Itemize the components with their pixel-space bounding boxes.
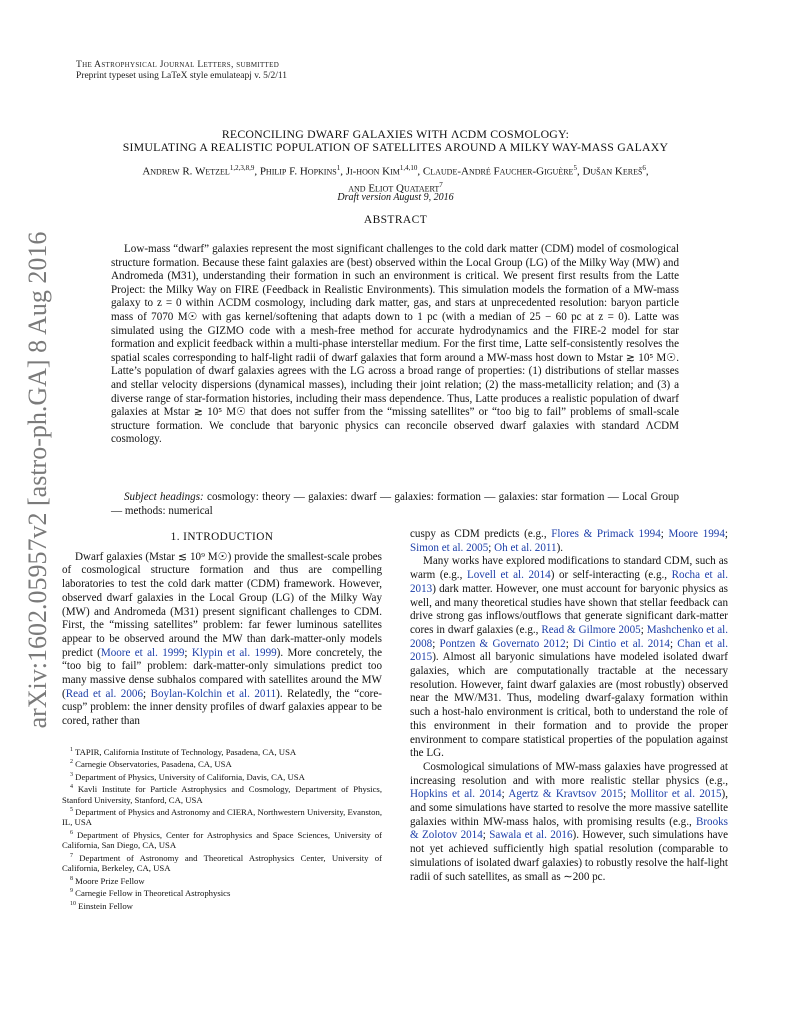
- paper-title: [70, 128, 721, 154]
- author-affiliation-marker: 1: [336, 164, 341, 172]
- footnote-number: 1: [70, 747, 73, 753]
- footnote: [62, 745, 382, 757]
- citation-link[interactable]: Mollitor et al. 2015: [630, 788, 722, 801]
- author-affiliation-marker: 7: [439, 181, 443, 190]
- intro-paragraph-1-continued: cuspy as CDM predicts (e.g., Flores & Primack 1994; Moore 1994; Simon et al. 2005; Oh et al. 2011).: [410, 528, 728, 554]
- footnote: [62, 770, 382, 782]
- author-name: Dušan Kereš: [582, 165, 643, 178]
- subject-headings-label: Subject headings:: [124, 491, 204, 504]
- footnote-number: 7: [70, 852, 73, 859]
- footnote-number: 4: [70, 784, 73, 791]
- citation-link[interactable]: Boylan-Kolchin et al. 2011: [150, 687, 277, 700]
- subject-headings: [111, 491, 679, 518]
- footnote: [62, 757, 382, 769]
- arxiv-stamp-graphic: [12, 200, 62, 760]
- author-conjunction: and: [348, 182, 369, 195]
- citation-link[interactable]: Hopkins et al. 2014: [410, 788, 502, 801]
- draft-version: Draft version August 9, 2016: [337, 192, 454, 203]
- footnote: [62, 828, 382, 851]
- citation-link[interactable]: Pontzen & Governato 2012: [439, 637, 566, 650]
- intro-paragraph-2: Many works have explored modifications to standard CDM, such as warm (e.g., Lovell et al. 2014) or self-interacting (e.g., Rocha et al. 2013) dark matter. However, one must account for baryonic physics as well, and many theoretical studies have shown that stellar feedback can drive strong gas inflows/outflows that generate significant dark-matter cores in dwarf galaxies (e.g., Read & Gilmore 2005; Mashchenko et al. 2008; Pontzen & Governato 2012; Di Cintio et al. 2014; Chan et al. 2015). Almost all baryonic simulations have modeled isolated dwarf galaxies, which are computationally tractable at the necessary resolution. However, faint dwarf galaxies are (most robustly) observed near the MW/M31. Thus, modeling dwarf-galaxy formation within such a host-halo environment is critical, both to understand the role of this environment in their formation and to provide the proper environment to compare statistical properties of the population against the LG.: [410, 555, 729, 760]
- journal-header: [76, 60, 287, 82]
- intro-paragraph-3: Cosmological simulations of MW-mass galaxies have progressed at increasing resolution and with more realistic stellar physics (e.g., Hopkins et al. 2014; Agertz & Kravtsov 2015; Mollitor et al. 2015), and some simulations have started to resolve the more massive satellite galaxies within MW-mass halos, with promising results (e.g., Brooks & Zolotov 2014; Sawala et al. 2016). However, such simulations have not yet achieved sufficiently high spatial resolution (comparable to simulations of isolated dwarf galaxies) to robustly resolve the half-light radii of such satellites, as small as ∼200 pc.: [410, 760, 729, 883]
- subject-headings-text: cosmology: theory — galaxies: dwarf — galaxies: formation — galaxies: star formation — Local Group — methods: numerical: [111, 491, 679, 517]
- citation-link[interactable]: Read & Gilmore 2005: [541, 623, 641, 636]
- footnote-text: Carnegie Fellow in Theoretical Astrophysics: [73, 888, 231, 899]
- citation-link[interactable]: Oh et al. 2011: [494, 541, 557, 554]
- author-name: Philip F. Hopkins: [259, 165, 337, 178]
- citation-link[interactable]: Chan et al. 2015: [410, 637, 729, 664]
- citation-link[interactable]: Klypin et al. 1999: [191, 646, 277, 659]
- footnote-text: Department of Physics, University of California, Davis, CA, USA: [73, 771, 305, 782]
- author-affiliation-marker: 6: [642, 164, 646, 172]
- citation-link[interactable]: Flores & Primack 1994: [551, 528, 661, 540]
- footnote-number: 8: [70, 875, 73, 882]
- citation-link[interactable]: Mashchenko et al. 2008: [410, 623, 729, 650]
- author-list: Andrew R. Wetzel$^{1,2,3,8,9}$, Philip F. Hopkins$^1$, Ji-hoon Kim$^{1,4,10}$, Claude-André Faucher-Giguère$^5$, Dušan Kereš$^6$, and Eliot Quataert$^7$: [142, 164, 649, 195]
- footnote-number: 10: [70, 900, 76, 907]
- citation-link[interactable]: Brooks & Zolotov 2014: [410, 815, 728, 842]
- author-affiliation-marker: 5: [573, 164, 577, 172]
- footnote-text: Department of Astronomy and Theoretical Astrophysics Center, University of California, Berkeley, CA, USA: [62, 852, 382, 874]
- journal-name: The Astrophysical Journal Letters, submitted: [76, 60, 280, 70]
- arxiv-identifier: arXiv:1602.05957v2 [astro-ph.GA] 8 Aug 2016: [23, 231, 52, 729]
- footnote-text: Department of Physics and Astronomy and CIERA, Northwestern University, Evanston, IL, USA: [62, 806, 382, 828]
- footnote-number: 3: [70, 771, 73, 778]
- footnote-text: Kavli Institute for Particle Astrophysics and Cosmology, Department of Physics, Stanford University, Stanford, CA, USA: [62, 784, 382, 805]
- preprint-note: Preprint typeset using LaTeX style emulateapj v. 5/2/11: [76, 71, 288, 81]
- footnote-text: Carnegie Observatories, Pasadena, CA, USA: [73, 759, 232, 770]
- abstract-heading: ABSTRACT: [363, 214, 428, 226]
- title-line-1: RECONCILING DWARF GALAXIES WITH ΛCDM COSMOLOGY:: [221, 127, 570, 141]
- footnote-number: 9: [70, 888, 73, 895]
- citation-link[interactable]: Rocha et al. 2013: [410, 569, 728, 595]
- footnote-number: 5: [70, 807, 73, 814]
- affiliation-footnotes: [62, 745, 382, 911]
- footnote-text: Department of Physics, Center for Astrophysics and Space Sciences, University of California, San Diego, CA, USA: [62, 829, 382, 851]
- footnote: [62, 805, 382, 828]
- citation-link[interactable]: Moore 1994: [668, 528, 725, 540]
- citation-link[interactable]: Simon et al. 2005: [410, 541, 489, 554]
- citation-link[interactable]: Moore et al. 1999: [100, 646, 185, 659]
- citation-link[interactable]: Agertz & Kravtsov 2015: [508, 788, 624, 801]
- author-affiliation-marker: 1,2,3,8,9: [229, 164, 255, 172]
- footnote-text: TAPIR, California Institute of Technology, Pasadena, CA, USA: [73, 746, 297, 757]
- intro-paragraph-1: Dwarf galaxies (Mstar ≲ 10⁹ M☉) provide the smallest-scale probes of cosmological structure formation and thus are compelling laboratories to test the cold dark matter (CDM) framework. However, observed dwarf galaxies in the Local Group (LG) of the Milky Way (MW) and Andromeda (M31) present significant challenges to CDM. First, the “missing satellites” problem: far fewer luminous satellites appear to be observed around the MW than dark-matter-only models predict (Moore et al. 1999; Klypin et al. 1999). More concretely, the “too big to fail” problem: dark-matter-only simulations predict too many massive dense subhalos compared with satellites around the MW (Read et al. 2006; Boylan-Kolchin et al. 2011). Relatedly, the “core-cusp” problem: the inner density profiles of dwarf galaxies appear to be cored, rather than: [62, 550, 382, 728]
- footnote-text: Moore Prize Fellow: [73, 875, 145, 886]
- left-column: [62, 528, 382, 729]
- footnote: [62, 886, 382, 898]
- footnote: [62, 782, 382, 805]
- title-line-2: SIMULATING A REALISTIC POPULATION OF SATELLITES AROUND A MILKY WAY-MASS GALAXY: [122, 140, 669, 154]
- footnote: [62, 874, 382, 886]
- footnote: [62, 899, 382, 911]
- citation-link[interactable]: Read et al. 2006: [65, 687, 143, 700]
- footnote-text: Einstein Fellow: [76, 900, 133, 911]
- author-name: Claude-André Faucher-Giguère: [422, 165, 574, 178]
- footnote-number: 6: [70, 829, 73, 836]
- citation-link[interactable]: Di Cintio et al. 2014: [573, 637, 670, 650]
- citation-link[interactable]: Lovell et al. 2014: [466, 569, 551, 582]
- footnote-number: 2: [70, 759, 73, 766]
- arxiv-sidebar-stamp: [12, 200, 62, 760]
- author-name: Eliot Quataert: [368, 182, 440, 195]
- citation-link[interactable]: Sawala et al. 2016: [489, 829, 573, 842]
- section-heading-introduction: 1. INTRODUCTION: [170, 531, 274, 543]
- abstract-text: Low-mass “dwarf” galaxies represent the most significant challenges to the cold dark matter (CDM) model of cosmological structure formation. Because these faint galaxies are (best) observed within the Local Group (LG) of the Milky Way (MW) and Andromeda (M31), understanding their formation in such an environment is critical. We present first results from the Latte Project: the Milky Way on FIRE (Feedback in Realistic Environments). This simulation models the formation of a MW-mass galaxy to z = 0 within ΛCDM cosmology, including dark matter, gas, and stars at unprecedented resolution: baryon particle mass of 7070 M☉ with gas kernel/softening that adapts down to 1 pc (with a median of 25 − 60 pc at z = 0). Latte was simulated using the GIZMO code with a mesh-free method for accurate hydrodynamics and the FIRE-2 model for star formation and explicit feedback within a multi-phase interstellar medium. For the first time, Latte self-consistently resolves the spatial scales corresponding to half-light radii of dwarf galaxies that form around a MW-mass host down to Mstar ≳ 10⁵ M☉. Latte’s population of dwarf galaxies agrees with the LG across a broad range of properties: (1) distributions of stellar masses and stellar velocity dispersions (dynamical masses), including their joint relation; (2) the mass-metallicity relation; and (3) a diverse range of star-formation histories, including their mass dependence. Thus, Latte produces a realistic population of dwarf galaxies at Mstar ≳ 10⁵ M☉ that does not suffer from the “missing satellites” or “too big to fail” problems of small-scale structure formation. We conclude that baryonic physics can reconcile observed dwarf galaxies with standard ΛCDM cosmology.: [111, 243, 679, 446]
- footnote: [62, 851, 382, 874]
- right-column: [410, 528, 728, 884]
- author-name: Andrew R. Wetzel: [142, 165, 230, 178]
- author-name: Ji-hoon Kim: [345, 165, 400, 178]
- author-affiliation-marker: 1,4,10: [399, 164, 418, 172]
